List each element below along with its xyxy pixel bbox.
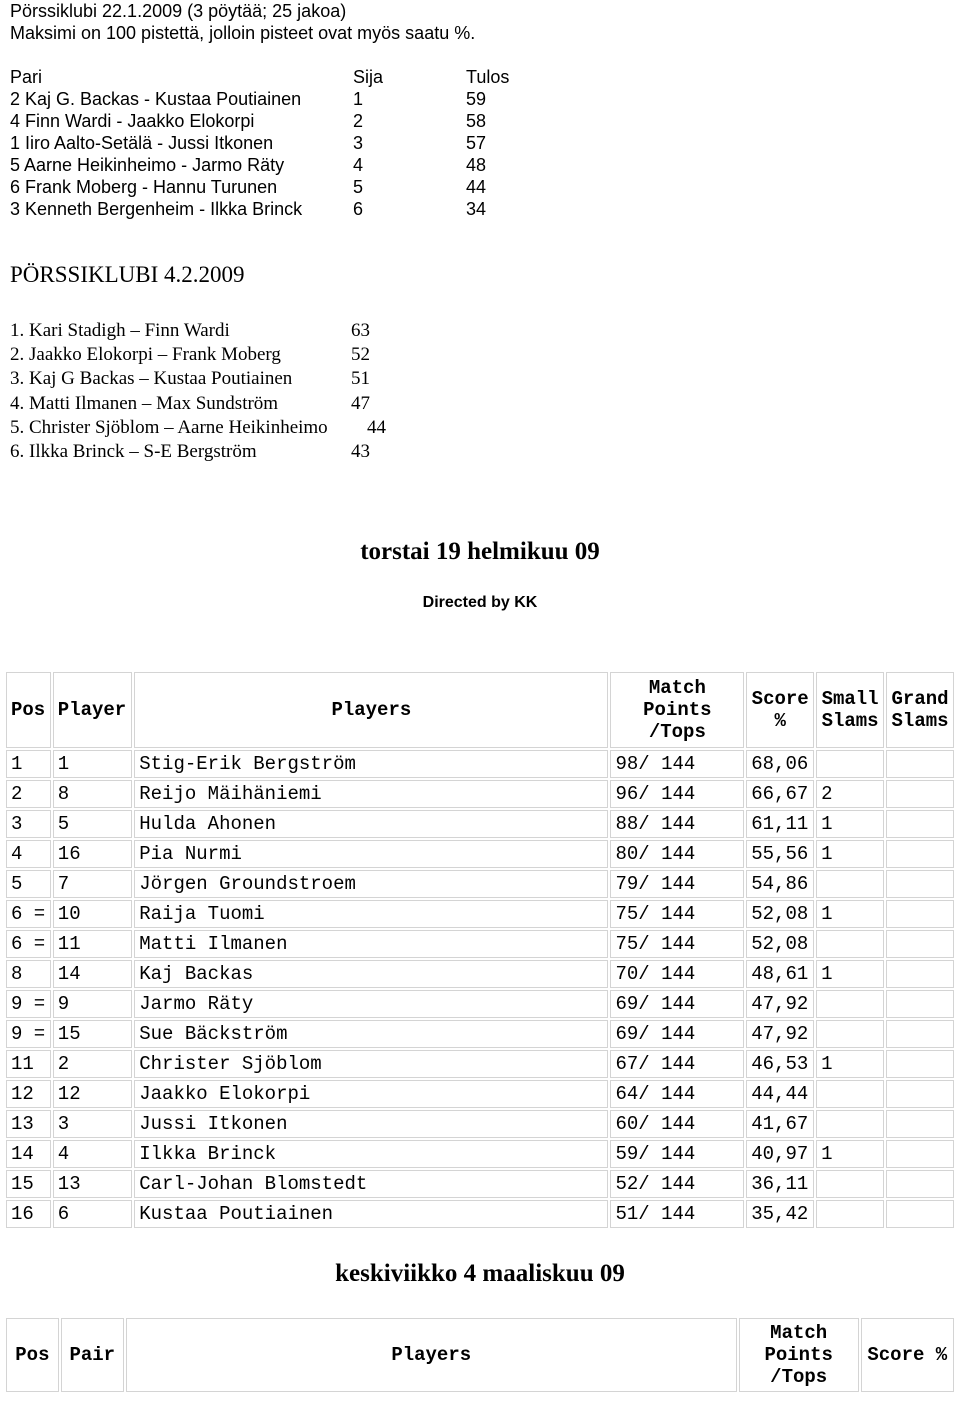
cell-pos: 9 = xyxy=(6,990,51,1018)
cell-player-name: Jarmo Räty xyxy=(134,990,608,1018)
cell-pos: 11 xyxy=(6,1050,51,1078)
cell-player-name: Christer Sjöblom xyxy=(134,1050,608,1078)
cell-small-slams: 1 xyxy=(816,810,884,838)
header-line: /Tops xyxy=(648,721,706,743)
pair-place: 2 xyxy=(353,111,364,131)
cell-score: 52,08 xyxy=(746,900,814,928)
cell-grand-slams xyxy=(886,900,954,928)
table-header-row xyxy=(6,672,954,748)
cell-player-name: Reijo Mäihäniemi xyxy=(134,780,608,808)
table-row xyxy=(6,870,954,898)
cell-small-slams xyxy=(816,1020,884,1048)
pair-score: 43 xyxy=(351,441,370,462)
pair-name: 4 Finn Wardi - Jaakko Elokorpi xyxy=(10,111,255,131)
cell-grand-slams xyxy=(886,870,954,898)
cell-player-name: Jaakko Elokorpi xyxy=(134,1080,608,1108)
cell-score: 44,44 xyxy=(746,1080,814,1108)
cell-match-points: 64/ 144 xyxy=(610,1080,744,1108)
cell-match-points: 75/ 144 xyxy=(610,930,744,958)
header-line: % xyxy=(774,710,786,732)
table-row xyxy=(6,1050,954,1078)
cell-score: 35,42 xyxy=(746,1200,814,1228)
header-line: Grand xyxy=(891,688,949,710)
cell-score: 54,86 xyxy=(746,870,814,898)
col-header-match-points xyxy=(739,1318,859,1392)
cell-match-points: 59/ 144 xyxy=(610,1140,744,1168)
cell-player-no: 9 xyxy=(53,990,132,1018)
cell-player-no: 12 xyxy=(53,1080,132,1108)
cell-player-name: Raija Tuomi xyxy=(134,900,608,928)
cell-player-name: Kustaa Poutiainen xyxy=(134,1200,608,1228)
cell-grand-slams xyxy=(886,840,954,868)
cell-small-slams: 1 xyxy=(816,840,884,868)
cell-small-slams xyxy=(816,990,884,1018)
cell-player-name: Carl-Johan Blomstedt xyxy=(134,1170,608,1198)
cell-match-points: 69/ 144 xyxy=(610,990,744,1018)
pair-place: 3 xyxy=(353,133,364,153)
cell-pos: 14 xyxy=(6,1140,51,1168)
pair-result: 48 xyxy=(466,155,487,175)
cell-player-no: 15 xyxy=(53,1020,132,1048)
cell-pos: 9 = xyxy=(6,1020,51,1048)
cell-player-no: 1 xyxy=(53,750,132,778)
cell-grand-slams xyxy=(886,1170,954,1198)
cell-pos: 2 xyxy=(6,780,51,808)
pair-result: 58 xyxy=(466,111,487,131)
pair-score: 51 xyxy=(351,368,370,390)
col-header-players: Players xyxy=(134,672,608,748)
cell-pos: 3 xyxy=(6,810,51,838)
pair-place: 5 xyxy=(353,177,364,197)
cell-grand-slams xyxy=(886,1140,954,1168)
cell-player-name: Hulda Ahonen xyxy=(134,810,608,838)
col-header-score xyxy=(746,672,814,748)
pair-name: 3. Kaj G Backas – Kustaa Poutiainen xyxy=(10,368,293,390)
cell-grand-slams xyxy=(886,750,954,778)
table-row xyxy=(6,840,954,868)
cell-small-slams xyxy=(816,1170,884,1198)
cell-player-name: Matti Ilmanen xyxy=(134,930,608,958)
section-title: keskiviikko 4 maaliskuu 09 xyxy=(335,1260,625,1287)
cell-match-points: 88/ 144 xyxy=(610,810,744,838)
cell-grand-slams xyxy=(886,1110,954,1138)
cell-match-points: 52/ 144 xyxy=(610,1170,744,1198)
table-row xyxy=(6,960,954,988)
col-header-pos: Pos xyxy=(6,672,51,748)
cell-player-no: 6 xyxy=(53,1200,132,1228)
cell-player-name: Jussi Itkonen xyxy=(134,1110,608,1138)
cell-small-slams: 1 xyxy=(816,900,884,928)
header-line: Small xyxy=(821,688,879,710)
cell-player-no: 5 xyxy=(53,810,132,838)
header-line: Match xyxy=(770,1322,828,1344)
col-header-small-slams xyxy=(816,672,884,748)
cell-score: 46,53 xyxy=(746,1050,814,1078)
cell-player-no: 11 xyxy=(53,930,132,958)
pair-name: 5 Aarne Heikinheimo - Jarmo Räty xyxy=(10,155,285,175)
pair-name: 6 Frank Moberg - Hannu Turunen xyxy=(10,177,278,197)
pair-name: 1 Iiro Aalto-Setälä - Jussi Itkonen xyxy=(10,133,274,153)
cell-grand-slams xyxy=(886,1200,954,1228)
cell-match-points: 98/ 144 xyxy=(610,750,744,778)
cell-small-slams: 1 xyxy=(816,960,884,988)
pair-score: 44 xyxy=(367,416,386,438)
cell-match-points: 79/ 144 xyxy=(610,870,744,898)
cell-player-no: 3 xyxy=(53,1110,132,1138)
pair-name: 1. Kari Stadigh – Finn Wardi xyxy=(10,320,230,341)
table-row xyxy=(6,1200,954,1228)
table-row xyxy=(6,990,954,1018)
header-pair: Pari xyxy=(10,67,43,87)
pair-place: 6 xyxy=(353,199,364,219)
cell-small-slams xyxy=(816,1110,884,1138)
col-header-score: Score % xyxy=(861,1318,954,1392)
cell-player-no: 14 xyxy=(53,960,132,988)
col-header-players: Players xyxy=(126,1318,737,1392)
cell-pos: 12 xyxy=(6,1080,51,1108)
col-header-player: Player xyxy=(53,672,132,748)
results-table xyxy=(4,670,956,1230)
cell-small-slams xyxy=(816,1200,884,1228)
cell-score: 48,61 xyxy=(746,960,814,988)
table-row xyxy=(6,930,954,958)
cell-small-slams: 1 xyxy=(816,1140,884,1168)
cell-player-name: Sue Bäckström xyxy=(134,1020,608,1048)
cell-grand-slams xyxy=(886,780,954,808)
cell-grand-slams xyxy=(886,810,954,838)
cell-pos: 15 xyxy=(6,1170,51,1198)
col-header-pos: Pos xyxy=(6,1318,59,1392)
cell-match-points: 96/ 144 xyxy=(610,780,744,808)
col-header-match-points xyxy=(610,672,744,748)
cell-match-points: 51/ 144 xyxy=(610,1200,744,1228)
table-row xyxy=(6,1110,954,1138)
table-header-row xyxy=(6,1318,954,1392)
cell-pos: 8 xyxy=(6,960,51,988)
section-title: torstai 19 helmikuu 09 xyxy=(360,538,600,565)
cell-small-slams xyxy=(816,1080,884,1108)
cell-match-points: 75/ 144 xyxy=(610,900,744,928)
pair-score: 47 xyxy=(351,392,370,414)
col-header-pair: Pair xyxy=(61,1318,124,1392)
pair-score: 52 xyxy=(351,344,370,366)
cell-small-slams: 2 xyxy=(816,780,884,808)
cell-grand-slams xyxy=(886,1050,954,1078)
header-line: Slams xyxy=(821,710,879,732)
header-result: Tulos xyxy=(466,67,510,87)
cell-player-name: Kaj Backas xyxy=(134,960,608,988)
cell-player-no: 13 xyxy=(53,1170,132,1198)
table-row xyxy=(6,810,954,838)
cell-player-no: 8 xyxy=(53,780,132,808)
table-row xyxy=(6,750,954,778)
cell-score: 41,67 xyxy=(746,1110,814,1138)
table-row xyxy=(6,900,954,928)
cell-player-name: Pia Nurmi xyxy=(134,840,608,868)
cell-small-slams: 1 xyxy=(816,1050,884,1078)
cell-player-no: 2 xyxy=(53,1050,132,1078)
cell-player-name: Jörgen Groundstroem xyxy=(134,870,608,898)
cell-small-slams xyxy=(816,750,884,778)
cell-player-no: 4 xyxy=(53,1140,132,1168)
cell-player-no: 10 xyxy=(53,900,132,928)
cell-match-points: 67/ 144 xyxy=(610,1050,744,1078)
pair-result: 59 xyxy=(466,89,487,109)
pair-result: 34 xyxy=(466,199,487,219)
header-line: Match xyxy=(648,677,706,699)
pair-name: 3 Kenneth Bergenheim - Ilkka Brinck xyxy=(10,199,303,219)
cell-grand-slams xyxy=(886,930,954,958)
pair-result: 44 xyxy=(466,177,487,197)
cell-match-points: 80/ 144 xyxy=(610,840,744,868)
cell-pos: 16 xyxy=(6,1200,51,1228)
cell-small-slams xyxy=(816,930,884,958)
header-line: Slams xyxy=(891,710,949,732)
results-table-body xyxy=(6,750,954,1228)
pair-place: 1 xyxy=(353,89,364,109)
cell-pos: 13 xyxy=(6,1110,51,1138)
cell-match-points: 69/ 144 xyxy=(610,1020,744,1048)
cell-pos: 1 xyxy=(6,750,51,778)
pair-name: 2. Jaakko Elokorpi – Frank Moberg xyxy=(10,344,281,366)
col-header-grand-slams xyxy=(886,672,954,748)
cell-score: 61,11 xyxy=(746,810,814,838)
cell-grand-slams xyxy=(886,960,954,988)
cell-grand-slams xyxy=(886,1080,954,1108)
cell-match-points: 60/ 144 xyxy=(610,1110,744,1138)
table-row xyxy=(6,1020,954,1048)
cell-score: 36,11 xyxy=(746,1170,814,1198)
header-line: Points xyxy=(643,699,712,721)
pair-result: 57 xyxy=(466,133,487,153)
table-row xyxy=(6,1080,954,1108)
pair-name: 2 Kaj G. Backas - Kustaa Poutiainen xyxy=(10,89,302,109)
pair-place: 4 xyxy=(353,155,364,175)
table-row xyxy=(6,780,954,808)
pair-score: 63 xyxy=(351,320,370,341)
cell-match-points: 70/ 144 xyxy=(610,960,744,988)
table-row xyxy=(6,1140,954,1168)
header-line: Points xyxy=(764,1344,833,1366)
cell-pos: 6 = xyxy=(6,900,51,928)
header-line: /Tops xyxy=(770,1366,828,1388)
cell-player-name: Ilkka Brinck xyxy=(134,1140,608,1168)
cell-grand-slams xyxy=(886,990,954,1018)
results-table-2 xyxy=(4,1316,956,1394)
pair-name: 4. Matti Ilmanen – Max Sundström xyxy=(10,392,279,414)
cell-score: 40,97 xyxy=(746,1140,814,1168)
cell-score: 47,92 xyxy=(746,990,814,1018)
cell-pos: 4 xyxy=(6,840,51,868)
cell-player-no: 16 xyxy=(53,840,132,868)
directed-by: Directed by KK xyxy=(422,594,538,611)
cell-pos: 6 = xyxy=(6,930,51,958)
cell-small-slams xyxy=(816,870,884,898)
section-title: PÖRSSIKLUBI 4.2.2009 xyxy=(10,262,245,287)
cell-score: 66,67 xyxy=(746,780,814,808)
section-title: Pörssiklubi 22.1.2009 (3 pöytää; 25 jakoa) xyxy=(10,1,347,21)
header-place: Sija xyxy=(353,67,384,87)
section-subtitle: Maksimi on 100 pistettä, jolloin pisteet ovat myös saatu %. xyxy=(10,23,476,43)
pair-name: 6. Ilkka Brinck – S-E Bergström xyxy=(10,441,257,462)
pair-name: 5. Christer Sjöblom – Aarne Heikinheimo xyxy=(10,416,328,438)
cell-score: 47,92 xyxy=(746,1020,814,1048)
table-row xyxy=(6,1170,954,1198)
cell-score: 52,08 xyxy=(746,930,814,958)
cell-score: 68,06 xyxy=(746,750,814,778)
cell-player-no: 7 xyxy=(53,870,132,898)
cell-grand-slams xyxy=(886,1020,954,1048)
cell-player-name: Stig-Erik Bergström xyxy=(134,750,608,778)
cell-pos: 5 xyxy=(6,870,51,898)
cell-score: 55,56 xyxy=(746,840,814,868)
header-line: Score xyxy=(751,688,809,710)
